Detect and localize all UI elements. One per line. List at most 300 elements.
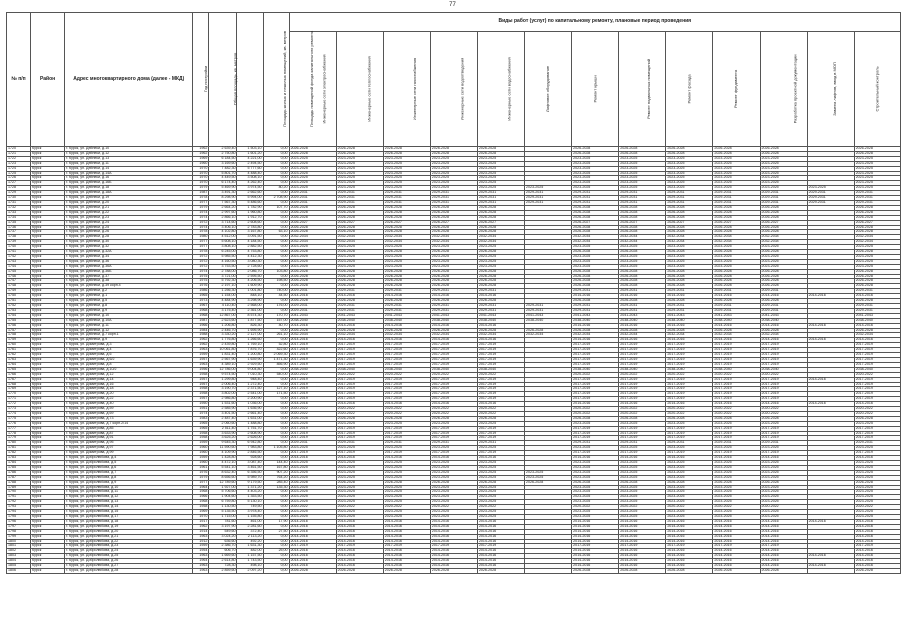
row-work-period: 2023-2025 (854, 446, 900, 451)
row-work-period: 2023-2025 (854, 465, 900, 470)
row-area-total: 2 511,40 (209, 426, 237, 431)
row-area-total: 2 639,40 (209, 147, 237, 152)
row-work-period: 2029-2031 (572, 441, 619, 446)
row-work-period: 2017-2019 (477, 353, 524, 358)
row-area-living: 9 004,80 (237, 367, 263, 372)
row-work-period: 2038-2040 (666, 367, 713, 372)
row-no: 1785 (7, 465, 31, 470)
row-district: Курск (31, 357, 65, 362)
row-work-period: 2023-2025 (713, 446, 760, 451)
row-work-period: 2026-2028 (666, 147, 713, 152)
row-work-period: 2014-2016 (854, 456, 900, 461)
header-work-9: Ремонт фундамента (713, 32, 760, 147)
row-work-period: 2014-2016 (760, 323, 807, 328)
row-no: 1749 (7, 289, 31, 294)
row-work-period: 2026-2028 (430, 210, 477, 215)
row-work-period: 2023-2025 (854, 461, 900, 466)
row-area-fund: 0,00 (263, 338, 289, 343)
row-district: Курск (31, 362, 65, 367)
row-area-total: 1 206,80 (209, 323, 237, 328)
row-work-period: 2017-2019 (336, 357, 383, 362)
row-work-period: 2029-2031 (666, 200, 713, 205)
row-no: 1722 (7, 156, 31, 161)
header-year: Год постройки (193, 13, 209, 147)
row-work-period: 2029-2031 (854, 289, 900, 294)
row-area-total: 3 753,50 (209, 264, 237, 269)
row-area-living: 1 155,80 (237, 514, 263, 519)
row-year: 1970 (193, 171, 209, 176)
row-work-period: 2023-2025 (289, 465, 336, 470)
row-work-period: 2017-2019 (760, 348, 807, 353)
row-address: г. Курск, ул. Дейнеки, д.25 (65, 225, 193, 230)
row-area-total: 5 135,50 (209, 510, 237, 515)
row-work-period: 2026-2027 (336, 220, 383, 225)
row-work-period: 2014-2016 (619, 534, 666, 539)
row-work-period: 2023-2025 (383, 259, 430, 264)
row-area-fund: 0,00 (263, 259, 289, 264)
row-year: 1970 (193, 181, 209, 186)
row-area-total: 3 808,10 (209, 245, 237, 250)
row-work-period: 2014-2016 (336, 539, 383, 544)
row-work-period: 2029-2031 (760, 304, 807, 309)
row-no: 1740 (7, 245, 31, 250)
row-work-period: 2026-2028 (572, 269, 619, 274)
row-area-living: 2 361,00 (237, 308, 263, 313)
row-work-period: 2017-2019 (572, 343, 619, 348)
row-work-period: 2026-2028 (713, 147, 760, 152)
row-work-period: 2014-2016 (430, 402, 477, 407)
row-work-period: 2020-2022 (760, 372, 807, 377)
row-year: 1959 (193, 456, 209, 461)
row-district: Курск (31, 343, 65, 348)
row-work-period: 2023-2025 (760, 186, 807, 191)
row-work-period: 2026-2028 (854, 215, 900, 220)
row-no: 1794 (7, 510, 31, 515)
row-work-period: 2020-2022 (430, 372, 477, 377)
row-work-period: 2020-2022 (854, 407, 900, 412)
row-work-period: 2014-2016 (383, 338, 430, 343)
row-no: 1775 (7, 416, 31, 421)
row-address: г. Курск, ул. Димитрова, д.59 (65, 407, 193, 412)
row-work-period: 2014-2016 (336, 323, 383, 328)
row-work-period: 2023-2025 (336, 166, 383, 171)
row-area-fund: 144,40 (263, 461, 289, 466)
row-work-period: 2014-2016 (572, 554, 619, 559)
row-work-period: 2029-2031 (713, 308, 760, 313)
row-work-period: 2014-2016 (666, 294, 713, 299)
row-work-period: 2020-2022 (760, 407, 807, 412)
row-work-period: 2017-2019 (619, 426, 666, 431)
row-work-period: 2017-2019 (713, 392, 760, 397)
row-address: г. Курск, ул. Добролюбова, д.9 (65, 480, 193, 485)
row-work-period: 2023-2025 (619, 465, 666, 470)
row-work-period: 2020-2022 (430, 505, 477, 510)
header-work-11: Замена лифтов, ввод в МОП (807, 32, 854, 147)
row-work-period: 2026-2028 (477, 274, 524, 279)
row-work-period: 2014-2016 (289, 456, 336, 461)
row-work-period: 2017-2019 (289, 431, 336, 436)
row-work-period: 2023-2025 (430, 181, 477, 186)
row-year: 1965 (193, 294, 209, 299)
row-work-period: 2017-2019 (477, 431, 524, 436)
row-work-period: 2026-2028 (477, 480, 524, 485)
row-work-period: 2029-2031 (666, 191, 713, 196)
row-work-period: 2026-2028 (854, 480, 900, 485)
row-work-period: 2032-2034 (854, 333, 900, 338)
row-work-period: 2023-2025 (572, 461, 619, 466)
row-work-period: 2023-2025 (666, 186, 713, 191)
row-work-period: 2017-2019 (619, 357, 666, 362)
row-area-fund: 0,00 (263, 544, 289, 549)
row-work-period: 2026-2028 (760, 230, 807, 235)
row-area-fund: 0,00 (263, 240, 289, 245)
row-area-total: 4 389,10 (209, 362, 237, 367)
row-area-living: 7 876,70 (237, 348, 263, 353)
row-work-period: 2029-2031 (854, 200, 900, 205)
row-work-period: 2014-2016 (289, 549, 336, 554)
row-no: 1755 (7, 318, 31, 323)
row-area-total: 2 439,80 (209, 343, 237, 348)
header-work-5: Лифтовое оборудование (525, 32, 572, 147)
row-year: 1962 (193, 147, 209, 152)
row-work-period: 2026-2028 (713, 269, 760, 274)
row-work-period: 2026-2028 (572, 250, 619, 255)
row-work-period: 2023-2025 (713, 259, 760, 264)
row-work-period: 2017-2019 (477, 382, 524, 387)
row-no: 1771 (7, 397, 31, 402)
row-work-period: 2017-2019 (572, 544, 619, 549)
row-work-period: 2014-2016 (854, 559, 900, 564)
row-work-period: 2017-2019 (854, 426, 900, 431)
row-work-period: 2014-2016 (713, 564, 760, 569)
row-address: г. Курск, ул. Димитрова, д.85 (65, 426, 193, 431)
row-work-period: 2023-2025 (713, 171, 760, 176)
row-work-period: 2026-2028 (666, 279, 713, 284)
row-work-period: 2017-2019 (289, 382, 336, 387)
row-area-fund: 0,00 (263, 191, 289, 196)
row-work-period: 2023-2025 (477, 465, 524, 470)
row-work-period: 2014-2016 (289, 524, 336, 529)
row-work-period: 2029-2031 (572, 196, 619, 201)
row-district: Курск (31, 436, 65, 441)
row-work-period: 2032-2034 (477, 235, 524, 240)
row-address: г. Курск, ул. Добролюбова, д.23 (65, 544, 193, 549)
row-work-period: 2023-2025 (760, 500, 807, 505)
row-area-fund: 198,50 (263, 279, 289, 284)
row-work-period: 2014-2016 (430, 519, 477, 524)
row-district: Курск (31, 200, 65, 205)
row-no: 1720 (7, 147, 31, 152)
row-area-total: 2 614,80 (209, 559, 237, 564)
row-area-total: 5 469,90 (209, 186, 237, 191)
row-work-period: 2014-2016 (336, 338, 383, 343)
row-no: 1762 (7, 353, 31, 358)
row-work-period: 2017-2019 (619, 353, 666, 358)
row-work-period: 2023-2025 (713, 181, 760, 186)
row-work-period: 2023-2025 (619, 264, 666, 269)
row-work-period: 2017-2019 (760, 392, 807, 397)
row-work-period: 2026-2028 (477, 416, 524, 421)
row-work-period: 2023-2025 (572, 514, 619, 519)
row-work-period: 2020-2022 (477, 407, 524, 412)
row-area-fund: 0,00 (263, 402, 289, 407)
row-work-period: 2023-2025 (430, 176, 477, 181)
row-work-period: 2029-2031 (430, 200, 477, 205)
row-area-fund: 0,00 (263, 514, 289, 519)
row-work-period: 2026-2028 (430, 274, 477, 279)
row-work-period: 2023-2025 (713, 495, 760, 500)
row-address: г. Курск, ул. Добролюбова, д.18 (65, 519, 193, 524)
row-work-period: 2026-2028 (760, 151, 807, 156)
row-work-period: 2014-2016 (336, 294, 383, 299)
row-area-total: 1 531,60 (209, 402, 237, 407)
row-work-period: 2026-2028 (336, 299, 383, 304)
row-year: 1960 (193, 161, 209, 166)
row-work-period: 2017-2019 (289, 392, 336, 397)
row-work-period: 2026-2028 (289, 279, 336, 284)
row-address: г. Курск, ул. Димитрова, д.6/2 (65, 357, 193, 362)
row-area-living: 2 661,40 (237, 411, 263, 416)
row-work-period: 2017-2019 (854, 387, 900, 392)
row-work-period: 2026-2028 (572, 480, 619, 485)
row-work-period: 2023-2025 (430, 470, 477, 475)
row-work-period: 2032-2034 (289, 333, 336, 338)
row-work-period: 2026-2028 (619, 147, 666, 152)
row-address: г. Курск, ул. Дейнеки, д.9 (65, 338, 193, 343)
row-work-period: 2023-2025 (666, 166, 713, 171)
row-work-period: 2029-2031 (477, 308, 524, 313)
row-work-period: 2014-2016 (477, 338, 524, 343)
row-work-period: 2020-2022 (289, 411, 336, 416)
row-work-period: 2023-2025 (572, 254, 619, 259)
row-work-period: 2038-2040 (572, 318, 619, 323)
row-work-period: 2038-2040 (619, 318, 666, 323)
row-work-period: 2038-2040 (477, 318, 524, 323)
row-area-living: 3 167,80 (237, 230, 263, 235)
row-work-period: 2017-2019 (760, 377, 807, 382)
row-work-period: 2023-2025 (336, 176, 383, 181)
row-work-period: 2023-2025 (383, 161, 430, 166)
row-area-fund: 0,00 (263, 490, 289, 495)
row-work-period: 2026-2028 (336, 416, 383, 421)
row-work-period: 2014-2016 (477, 534, 524, 539)
row-district: Курск (31, 240, 65, 245)
row-work-period: 2023-2025 (572, 470, 619, 475)
row-work-period: 2026-2027 (383, 220, 430, 225)
row-year: 1968 (193, 490, 209, 495)
row-work-period: 2038-2040 (713, 367, 760, 372)
row-district: Курск (31, 456, 65, 461)
row-year: 1968 (193, 313, 209, 318)
row-work-period: 2017-2019 (430, 426, 477, 431)
row-work-period: 2026-2028 (854, 205, 900, 210)
row-work-period: 2023-2025 (336, 171, 383, 176)
row-work-period: 2017-2019 (619, 431, 666, 436)
row-area-fund: 0,00 (263, 254, 289, 259)
row-work-period: 2032-2034 (336, 333, 383, 338)
row-work-period: 2017-2019 (477, 392, 524, 397)
row-area-living: 4 488,40 (237, 171, 263, 176)
row-work-period: 2014-2016 (807, 554, 854, 559)
row-district: Курск (31, 411, 65, 416)
row-work-period: 2026-2028 (713, 250, 760, 255)
row-work-period: 2029-2031 (666, 308, 713, 313)
row-area-total: 5 801,70 (209, 171, 237, 176)
row-year: 1958 (193, 436, 209, 441)
row-address: г. Курск, ул. Димитрова, д.3 (65, 343, 193, 348)
row-area-total: 636,60 (209, 539, 237, 544)
row-work-period: 2026-2028 (430, 269, 477, 274)
row-work-period: 2020-2022 (760, 411, 807, 416)
row-work-period: 2017-2019 (760, 353, 807, 358)
row-address: г. Курск, ул. Дейнеки, д.7 корп.1 (65, 333, 193, 338)
row-area-total: 2 006,40 (209, 382, 237, 387)
row-area-living: 1 751,70 (237, 426, 263, 431)
row-work-period: 2014-2016 (572, 534, 619, 539)
row-no: 1777 (7, 426, 31, 431)
row-year: 1979 (193, 475, 209, 480)
row-work-period: 2029-2031 (383, 196, 430, 201)
row-work-period: 2014-2016 (477, 564, 524, 569)
row-work-period: 2023-2025 (430, 490, 477, 495)
row-work-period: 2041-2043 (854, 313, 900, 318)
row-work-period: 2017-2019 (289, 451, 336, 456)
row-work-period: 2023-2025 (383, 186, 430, 191)
row-work-period: 2014-2016 (430, 534, 477, 539)
row-work-period: 2029-2031 (336, 200, 383, 205)
row-year: 1988 (193, 333, 209, 338)
row-work-period: 2023-2025 (760, 161, 807, 166)
row-work-period: 2032-2034 (760, 240, 807, 245)
row-area-living: 2 626,00 (237, 436, 263, 441)
row-area-total: 2 997,60 (209, 210, 237, 215)
row-work-period: 2029-2031 (760, 200, 807, 205)
row-work-period: 2032-2034 (289, 235, 336, 240)
row-work-period: 2023-2025 (477, 485, 524, 490)
row-area-living: 492,20 (237, 539, 263, 544)
row-work-period: 2026-2028 (477, 269, 524, 274)
row-area-total: 2 623,60 (209, 318, 237, 323)
row-area-total: 3 169,60 (209, 161, 237, 166)
row-work-period: 2014-2016 (383, 564, 430, 569)
row-no: 1727 (7, 181, 31, 186)
row-no: 1791 (7, 495, 31, 500)
row-work-period: 2026-2028 (572, 279, 619, 284)
row-year: 1978 (193, 196, 209, 201)
row-work-period: 2020-2022 (666, 505, 713, 510)
row-work-period: 2023-2025 (477, 264, 524, 269)
row-address: г. Курск, ул. Дейнеки, д.8 (65, 304, 193, 309)
row-area-living: 3 974,50 (237, 186, 263, 191)
row-no: 1764 (7, 362, 31, 367)
row-address: г. Курск, ул. Дейнеки, д.14А (65, 171, 193, 176)
row-area-fund: 907,20 (263, 470, 289, 475)
row-area-living: 2 568,00 (237, 304, 263, 309)
row-work-period: 2023-2025 (666, 161, 713, 166)
row-year: 1974 (193, 215, 209, 220)
row-work-period: 2023-2025 (619, 470, 666, 475)
row-work-period: 2023-2025 (336, 181, 383, 186)
row-district: Курск (31, 377, 65, 382)
row-area-living: 1 960,80 (237, 210, 263, 215)
row-year: 1962 (193, 151, 209, 156)
row-work-period: 2017-2019 (713, 377, 760, 382)
row-work-period: 2014-2016 (336, 559, 383, 564)
row-no: 1792 (7, 500, 31, 505)
row-area-fund: 171,50 (263, 392, 289, 397)
row-no: 1757 (7, 328, 31, 333)
row-address: г. Курск, ул. Дейнеки, д.13 (65, 156, 193, 161)
row-year: 1957 (193, 377, 209, 382)
row-work-period: 2017-2019 (666, 353, 713, 358)
row-work-period: 2017-2019 (666, 544, 713, 549)
row-work-period: 2023-2025 (713, 254, 760, 259)
row-work-period: 2023-2025 (336, 245, 383, 250)
header-work-10: Разработка проектной документации (760, 32, 807, 147)
row-area-fund: 0,00 (263, 235, 289, 240)
row-address: г. Курск, ул. Дейнеки, д.10 (65, 313, 193, 318)
row-work-period: 2014-2016 (760, 294, 807, 299)
row-address: г. Курск, ул. Добролюбова, д.20 (65, 529, 193, 534)
row-work-period: 2026-2028 (477, 284, 524, 289)
row-area-total: 2 197,10 (209, 284, 237, 289)
row-work-period: 2014-2016 (854, 534, 900, 539)
row-work-period: 2023-2025 (619, 176, 666, 181)
row-work-period: 2023-2025 (477, 470, 524, 475)
row-work-period: 2032-2034 (572, 240, 619, 245)
row-work-period: 2023-2025 (477, 245, 524, 250)
row-work-period: 2014-2016 (666, 323, 713, 328)
row-work-period: 2023-2025 (336, 461, 383, 466)
row-work-period: 2017-2019 (760, 426, 807, 431)
row-work-period: 2029-2031 (666, 289, 713, 294)
header-work-2: Инженерные сети газоснабжения (383, 32, 430, 147)
row-work-period: 2020-2022 (430, 407, 477, 412)
row-work-period: 2023-2025 (572, 490, 619, 495)
row-work-period: 2017-2019 (572, 362, 619, 367)
row-work-period: 2023-2025 (854, 176, 900, 181)
row-area-living: 3 508,10 (237, 176, 263, 181)
row-work-period: 2017-2019 (666, 362, 713, 367)
row-work-period: 2023-2025 (289, 161, 336, 166)
row-work-period: 2017-2019 (289, 362, 336, 367)
row-work-period: 2014-2016 (713, 402, 760, 407)
row-area-fund: 0,00 (263, 456, 289, 461)
row-work-period: 2014-2016 (854, 323, 900, 328)
row-work-period: 2020-2022 (572, 411, 619, 416)
row-area-total: 3 714,60 (209, 220, 237, 225)
row-area-total: 3 491,30 (209, 191, 237, 196)
row-district: Курск (31, 147, 65, 152)
row-year: 1968 (193, 308, 209, 313)
row-address: г. Курск, ул. Дейнеки, д.32А (65, 250, 193, 255)
row-address: г. Курск, ул. Димитрова, д.12 (65, 372, 193, 377)
row-area-living: 2 608,90 (237, 431, 263, 436)
row-work-period: 2026-2028 (760, 274, 807, 279)
row-work-period: 2023-2025 (760, 166, 807, 171)
row-work-period: 2014-2016 (713, 323, 760, 328)
row-work-period: 2023-2025 (713, 264, 760, 269)
row-work-period (525, 568, 572, 573)
row-work-period: 2023-2025 (619, 259, 666, 264)
row-area-fund: 0,00 (263, 554, 289, 559)
row-work-period: 2017-2019 (713, 382, 760, 387)
row-work-period: 2023-2025 (760, 264, 807, 269)
row-work-period: 2023-2025 (289, 446, 336, 451)
row-work-period: 2023-2025 (572, 161, 619, 166)
row-district: Курск (31, 387, 65, 392)
row-area-living: 2 281,60 (237, 524, 263, 529)
